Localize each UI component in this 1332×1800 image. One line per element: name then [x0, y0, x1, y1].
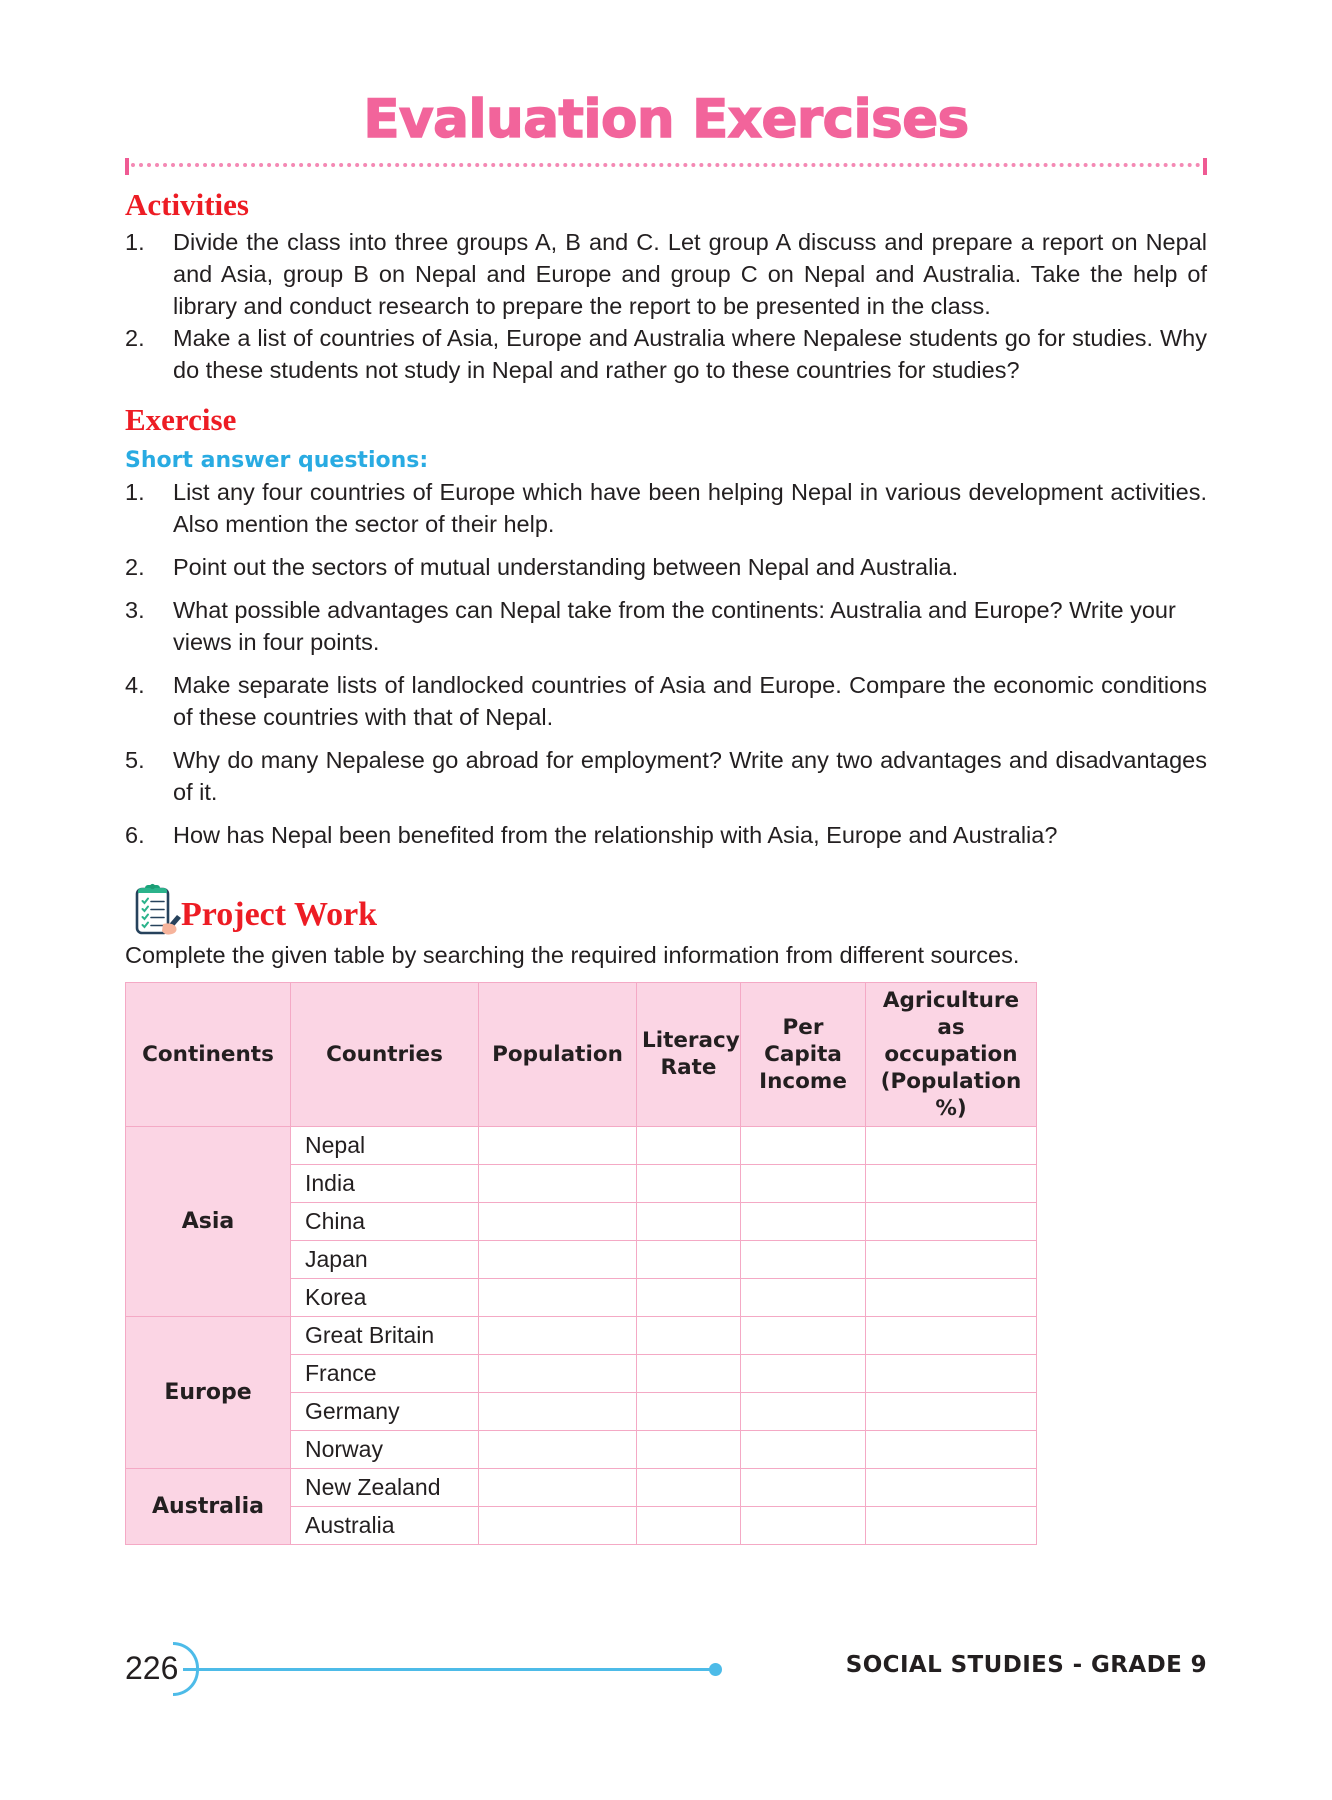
country-cell: France [291, 1355, 479, 1393]
table-row [126, 1469, 1037, 1507]
list-item [125, 477, 1207, 541]
list-item-text: Divide the class into three groups A, B and C. Let group A discuss and prepare a report on Nepal and Asia, group B on Nepal and Europe and group C on Nepal and Australia. Take the help of library and conduct research to prepare the report to be presented in the class. [173, 228, 1207, 319]
list-item-text: Make separate lists of landlocked countries of Asia and Europe. Compare the economic conditions of these countries with that of Nepal. [173, 671, 1207, 730]
agriculture-cell[interactable] [866, 1507, 1037, 1545]
list-item-number: 4. [125, 671, 145, 698]
activities-list [125, 227, 1207, 387]
population-cell[interactable] [479, 1165, 637, 1203]
per-capita-income-cell[interactable] [741, 1241, 866, 1279]
table-row [126, 1317, 1037, 1355]
project-work-table [125, 982, 1037, 1545]
agriculture-cell[interactable] [866, 1127, 1037, 1165]
literacy-rate-cell[interactable] [637, 1127, 741, 1165]
divider-cap-right [1203, 158, 1207, 175]
list-item-text: Point out the sectors of mutual understanding between Nepal and Australia. [173, 554, 959, 581]
page-footer [125, 1648, 1207, 1704]
country-cell: Nepal [291, 1127, 479, 1165]
agriculture-cell[interactable] [866, 1165, 1037, 1203]
literacy-rate-cell[interactable] [637, 1279, 741, 1317]
population-cell[interactable] [479, 1241, 637, 1279]
table-row [126, 1127, 1037, 1165]
divider-cap-left [125, 158, 129, 175]
population-cell[interactable] [479, 1355, 637, 1393]
list-item [125, 552, 1207, 584]
population-cell[interactable] [479, 1317, 637, 1355]
country-cell: Great Britain [291, 1317, 479, 1355]
per-capita-income-cell[interactable] [741, 1431, 866, 1469]
list-item [125, 323, 1207, 387]
short-answer-subheading: Short answer questions: [125, 447, 429, 473]
continent-cell-asia: Asia [126, 1127, 291, 1317]
page-title: Evaluation Exercises [363, 89, 969, 150]
population-cell[interactable] [479, 1127, 637, 1165]
per-capita-income-cell[interactable] [741, 1203, 866, 1241]
footer-rule [183, 1668, 713, 1671]
project-work-description: Complete the given table by searching the required information from different sources. [125, 941, 1020, 968]
list-item [125, 595, 1207, 659]
continent-cell-australia: Australia [126, 1469, 291, 1545]
list-item-number: 2. [125, 554, 145, 581]
country-cell: India [291, 1165, 479, 1203]
population-cell[interactable] [479, 1431, 637, 1469]
agriculture-cell[interactable] [866, 1241, 1037, 1279]
literacy-rate-cell[interactable] [637, 1507, 741, 1545]
column-header-literacy-rate: Literacy Rate [637, 982, 741, 1126]
literacy-rate-cell[interactable] [637, 1203, 741, 1241]
project-work-header [125, 882, 1207, 938]
list-item-number: 1. [125, 479, 145, 506]
page-title-block [125, 0, 1207, 172]
per-capita-income-cell[interactable] [741, 1507, 866, 1545]
population-cell[interactable] [479, 1393, 637, 1431]
country-cell: New Zealand [291, 1469, 479, 1507]
country-cell: Germany [291, 1393, 479, 1431]
list-item-text: How has Nepal been benefited from the relationship with Asia, Europe and Australia? [173, 821, 1058, 848]
list-item-text: What possible advantages can Nepal take from the continents: Australia and Europe? Write your views in four points. [173, 597, 1176, 655]
country-cell: Norway [291, 1431, 479, 1469]
list-item [125, 745, 1207, 809]
exercise-question-list [125, 477, 1207, 852]
footer-dot [709, 1663, 722, 1676]
agriculture-cell[interactable] [866, 1203, 1037, 1241]
list-item-text: Make a list of countries of Asia, Europe and Australia where Nepalese students go for studies. Why do these students not study in Nepal and rather go to these countries for studies? [173, 324, 1207, 383]
list-item-number: 1. [125, 228, 145, 255]
exercise-heading: Exercise [125, 401, 237, 437]
agriculture-cell[interactable] [866, 1317, 1037, 1355]
population-cell[interactable] [479, 1203, 637, 1241]
list-item-text: List any four countries of Europe which have been helping Nepal in various development activities. Also mention the sector of their help. [173, 479, 1207, 538]
per-capita-income-cell[interactable] [741, 1165, 866, 1203]
per-capita-income-cell[interactable] [741, 1393, 866, 1431]
literacy-rate-cell[interactable] [637, 1393, 741, 1431]
country-cell: Japan [291, 1241, 479, 1279]
agriculture-cell[interactable] [866, 1355, 1037, 1393]
list-item [125, 820, 1207, 852]
agriculture-cell[interactable] [866, 1393, 1037, 1431]
literacy-rate-cell[interactable] [637, 1431, 741, 1469]
country-cell: China [291, 1203, 479, 1241]
column-header-countries: Countries [291, 982, 479, 1126]
literacy-rate-cell[interactable] [637, 1317, 741, 1355]
country-cell: Korea [291, 1279, 479, 1317]
literacy-rate-cell[interactable] [637, 1165, 741, 1203]
per-capita-income-cell[interactable] [741, 1355, 866, 1393]
agriculture-cell[interactable] [866, 1431, 1037, 1469]
activities-heading: Activities [125, 186, 249, 222]
list-item [125, 227, 1207, 323]
list-item-text: Why do many Nepalese go abroad for employment? Write any two advantages and disadvantages of it. [173, 746, 1207, 805]
literacy-rate-cell[interactable] [637, 1355, 741, 1393]
per-capita-income-cell[interactable] [741, 1317, 866, 1355]
per-capita-income-cell[interactable] [741, 1279, 866, 1317]
population-cell[interactable] [479, 1469, 637, 1507]
literacy-rate-cell[interactable] [637, 1469, 741, 1507]
population-cell[interactable] [479, 1279, 637, 1317]
per-capita-income-cell[interactable] [741, 1469, 866, 1507]
divider-dots [131, 163, 1201, 167]
literacy-rate-cell[interactable] [637, 1241, 741, 1279]
continent-cell-europe: Europe [126, 1317, 291, 1469]
column-header-agriculture-occupation: Agriculture as occupation (Population %) [866, 982, 1037, 1126]
agriculture-cell[interactable] [866, 1279, 1037, 1317]
agriculture-cell[interactable] [866, 1469, 1037, 1507]
list-item-number: 3. [125, 597, 145, 624]
footer-subject-label: SOCIAL STUDIES - GRADE 9 [845, 1652, 1207, 1678]
list-item-number: 6. [125, 821, 145, 848]
list-item-number: 2. [125, 324, 145, 351]
per-capita-income-cell[interactable] [741, 1127, 866, 1165]
page-number: 226 [125, 1650, 179, 1686]
population-cell[interactable] [479, 1507, 637, 1545]
country-cell: Australia [291, 1507, 479, 1545]
column-header-continents: Continents [126, 982, 291, 1126]
list-item-number: 5. [125, 746, 145, 773]
table-header-row [126, 982, 1037, 1126]
column-header-per-capita-income: Per Capita Income [741, 982, 866, 1126]
column-header-population: Population [479, 982, 637, 1126]
clipboard-checklist-icon [125, 882, 183, 940]
list-item [125, 670, 1207, 734]
title-divider [125, 158, 1207, 172]
project-work-heading: Project Work [181, 895, 378, 933]
